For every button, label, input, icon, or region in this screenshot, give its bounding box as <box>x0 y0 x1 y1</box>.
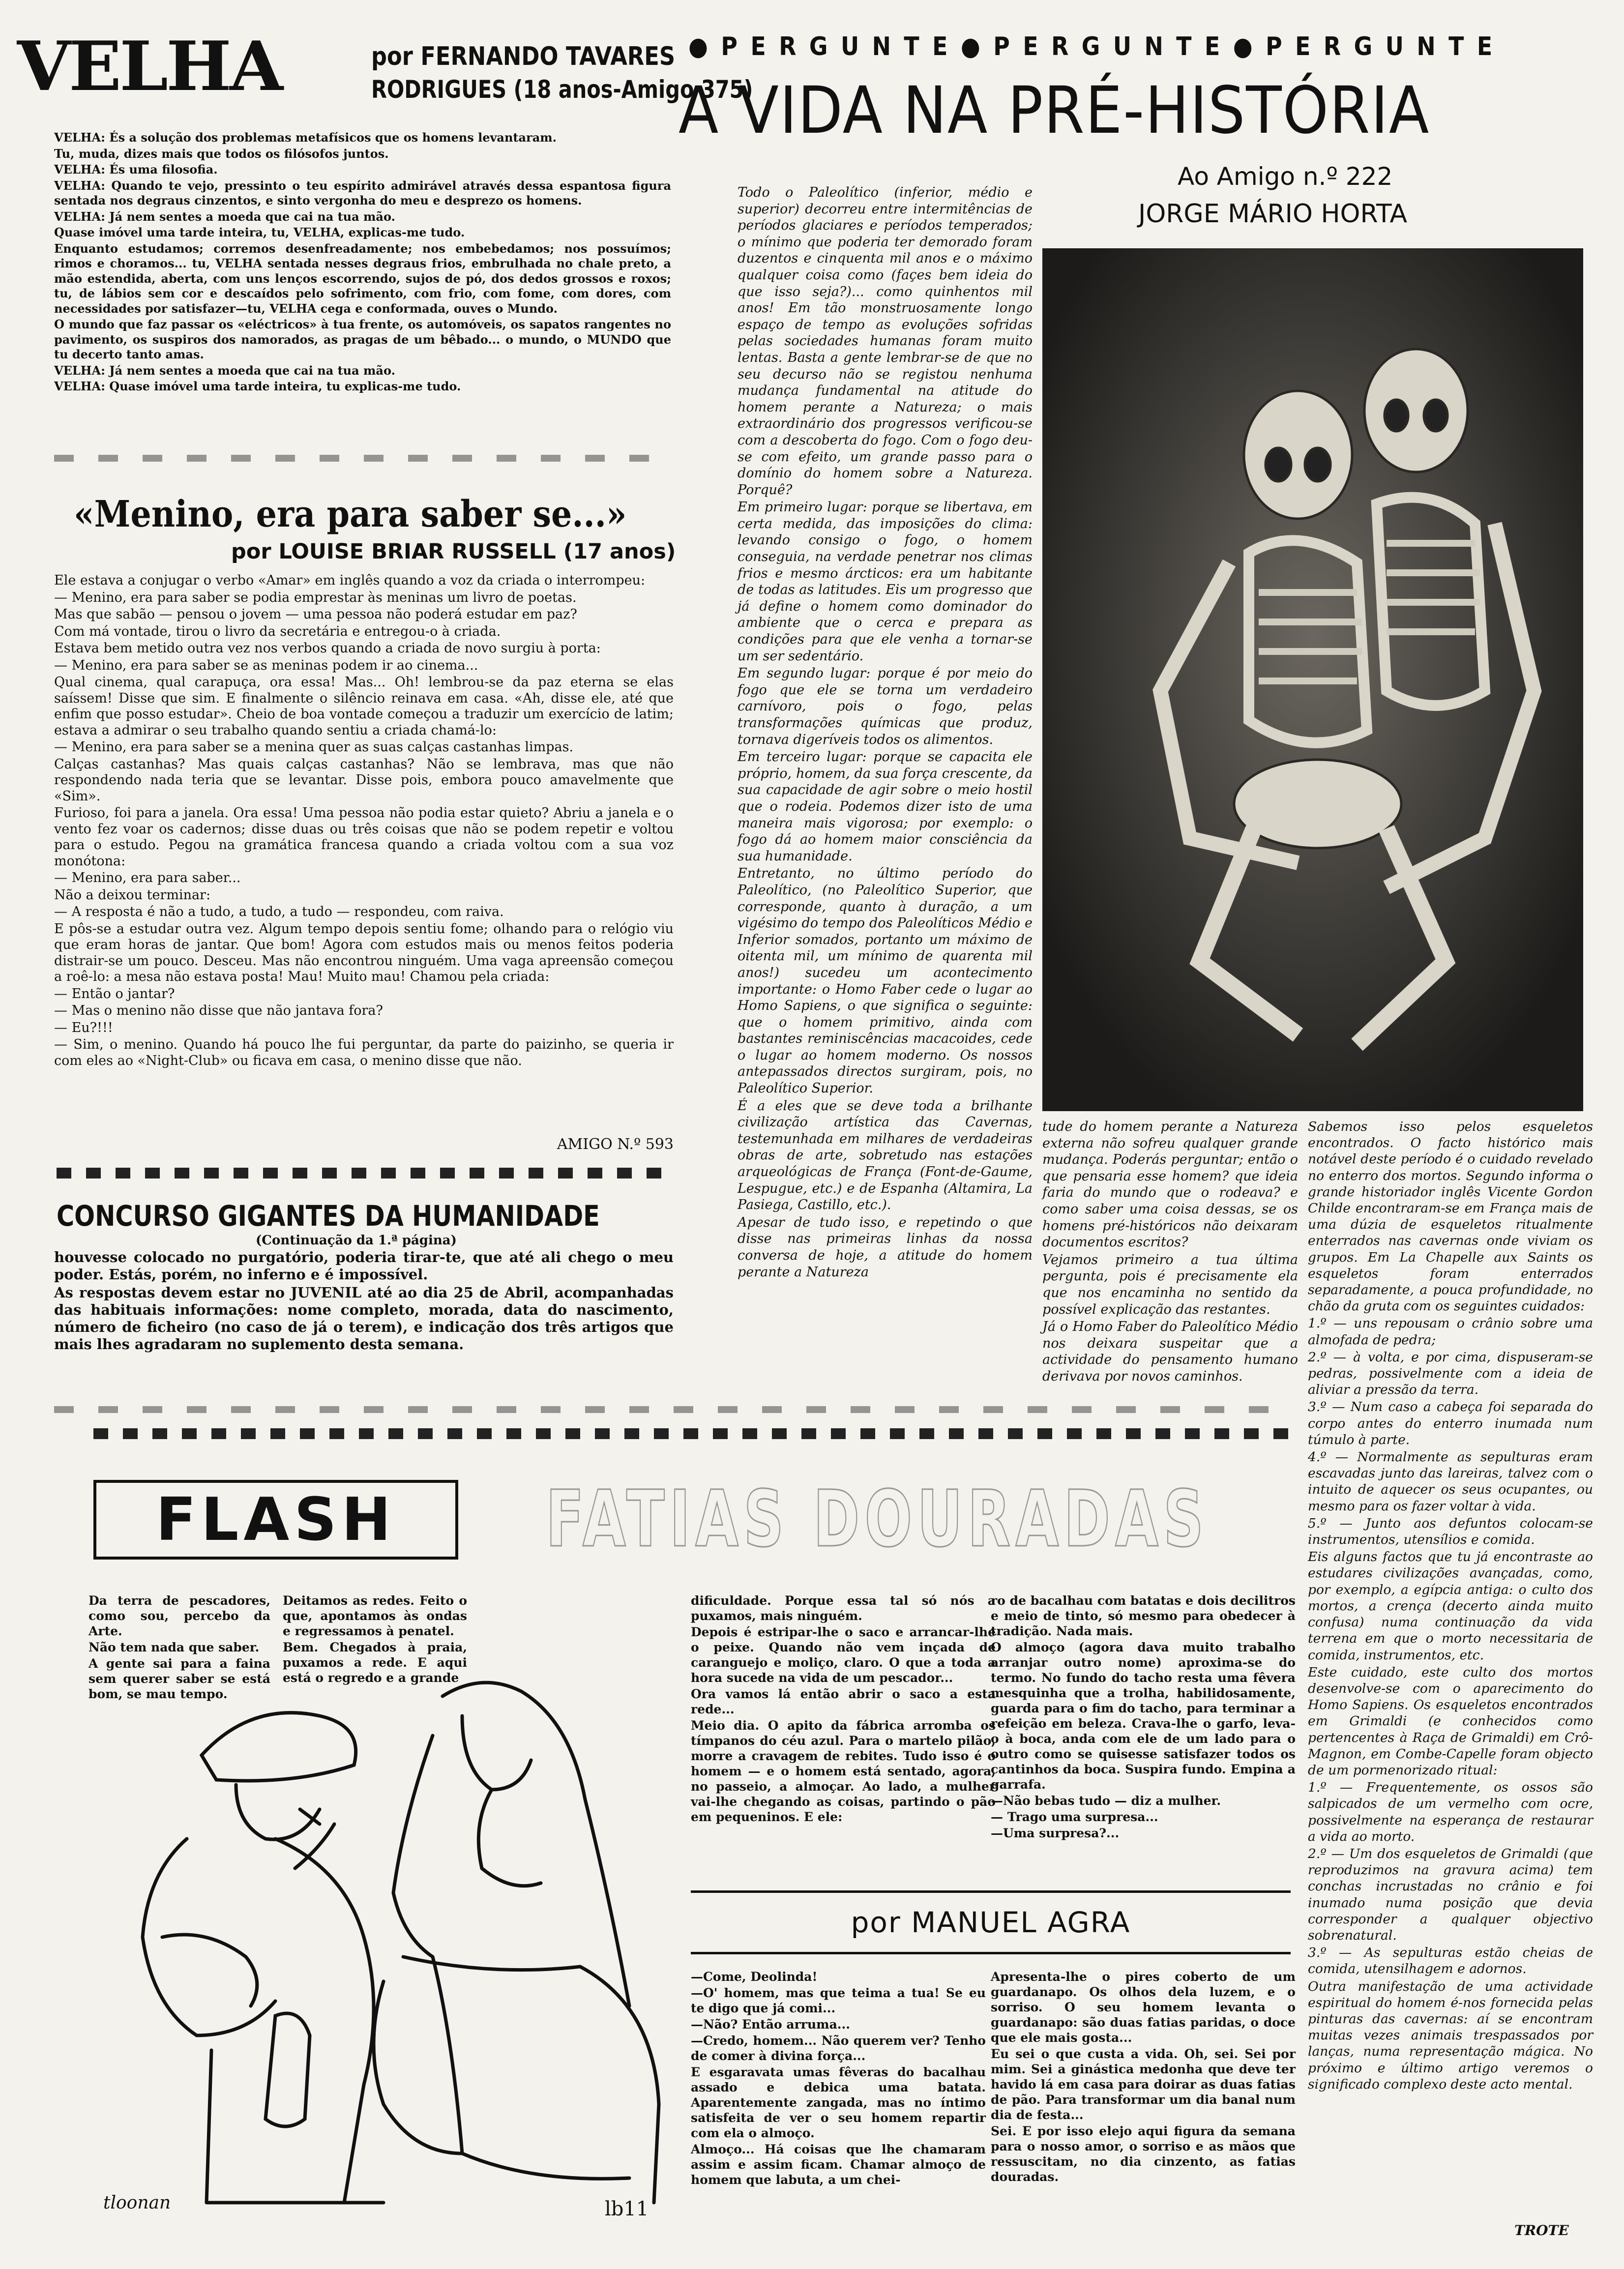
paragraph: 2.º — à volta, e por cima, dispuseram-se pedras, possivelmente com a ideia de aliviar a pressão da terra. <box>1308 1349 1593 1398</box>
flash-column-6 <box>991 1969 1296 2235</box>
paragraph: Mas que sabão — pensou o jovem — uma pessoa não poderá estudar em paz? <box>54 607 577 622</box>
prehistoria-dedication: Ao Amigo n.º 222 <box>1178 162 1393 191</box>
paragraph: 4.º — Normalmente as sepulturas eram escavadas junto das lareiras, talvez com o intuito de aquecer os seus ocupantes, ou mesmo para os fazer voltar à vida. <box>1308 1449 1593 1514</box>
paragraph: Já o Homo Faber do Paleolítico Médio nos deixara suspeitar que a actividade do pensamento humano derivava por novos caminhos. <box>1042 1319 1298 1384</box>
divider <box>93 1428 1293 1439</box>
paragraph: VELHA: Já nem sentes a moeda que cai na tua mão. <box>54 363 395 378</box>
paragraph: dificuldade. Porque essa tal só nós a puxamos, mais ninguém. <box>691 1593 996 1623</box>
paragraph: — Então o jantar? <box>54 986 175 1002</box>
paragraph: Qual cinema, qual carapuça, ora essa! Mas... Oh! lembrou-se da paz eterna se elas saíssem! Disse que sim. E finalmente o silêncio reinava em casa. «Ah, disse ele, até que enfim que posso estudar». Cheio de boa vontade começou a traduzir um exercício de latim; estava a admirar o seu trabalho quando sentiu a criada chamá-lo: <box>54 675 674 738</box>
paragraph: — Menino, era para saber se podia emprestar às meninas um livro de poetas. <box>54 589 577 605</box>
paragraph: 2.º — Um dos esqueletos de Grimaldi (que reproduzimos na gravura acima) tem conchas incrustadas no crânio e foi inumado numa posição que devia corresponder a qualquer objectivo sobrenatural. <box>1308 1846 1593 1943</box>
paragraph: Deitamos as redes. Feito o que, apontamos às ondas e regressamos à penatel. <box>283 1593 467 1638</box>
paragraph: 1.º — Frequentemente, os ossos são salpicados de um vermelho com ocre, possivelmente na esperança de restaurar a vida ao morto. <box>1308 1780 1593 1844</box>
paragraph: —Não bebas tudo — diz a mulher. <box>991 1794 1221 1808</box>
paragraph: Em terceiro lugar: porque se capacita ele próprio, homem, da sua força crescente, da sua capacidade de agir sobre o meio hostil que o rodeia. Podemos dizer isto de uma maneira mais vigorosa; por exemplo: o fogo dá ao homem maior consciência da sua humanidade. <box>738 749 1033 864</box>
paragraph: —Credo, homem... Não querem ver? Tenho de comer à divina força... <box>691 2033 986 2063</box>
flash-byline-box: por MANUEL AGRA <box>691 1890 1291 1954</box>
paragraph: Apresenta-lhe o pires coberto de um guardanapo. Os olhos dela luzem, e o sorriso. O seu homem levanta o guardanapo: são duas fatias paridas, o doce que ele mais gosta... <box>991 1970 1296 2045</box>
paragraph: —Uma surpresa?... <box>991 1826 1120 1840</box>
paragraph: Não tem nada que saber. <box>89 1640 260 1654</box>
paragraph: Em segundo lugar: porque é por meio do fogo que ele se torna um verdadeiro carnívoro, pois o fogo, pelas transformações químicas que produz, tornava digeríveis todos os alimentos. <box>738 666 1033 747</box>
paragraph: E esgaravata umas fêveras do bacalhau assado e debica uma batata. Aparentemente zangada, mas no íntimo satisfeita de ver o seu homem repartir com ela o almoço. <box>691 2065 986 2140</box>
paragraph: tude do homem perante a Natureza externa não sofreu qualquer grande mudança. Poderás perguntar; então o que pensaria esse homem? que ideia faria do mundo que o rodeava? e como saber uma coisa dessas, se os homens pré-históricos não deixaram documentos escritos? <box>1042 1119 1298 1250</box>
paragraph: VELHA: És uma filosofia. <box>54 162 218 177</box>
flash-column-3 <box>691 1593 996 1868</box>
paragraph: Entretanto, no último período do Paleolítico, (no Paleolítico Superior, que corresponde, quanto à duração, a um vigésimo do tempo dos Paleolíticos Médio e Inferior somados, portanto um máximo de oitenta mil, um mínimo de quarenta mil anos!) sucedeu um acontecimento importante: o Homo Faber cede o lugar ao Homo Sapiens, o que significa o seguinte: que o homem primitivo, ainda com bastantes reminiscências macacoides, cede o lugar ao homem moderno. Os nossos antepassados directos surgiram, pois, no Paleolítico Superior. <box>738 866 1033 1096</box>
paragraph: A gente sai para a faina sem querer saber se está bom, se mau tempo. <box>89 1656 270 1701</box>
paragraph: Este cuidado, este culto dos mortos desenvolve-se com o aparecimento do Homo Sapiens. Os esqueletos encontrados em Grimaldi (e conhecidos como pertencentes à Raça de Grimaldi) em Crô-Magnon, em Combe-Capelle foram objecto de um pormenorizado ritual: <box>1308 1664 1593 1778</box>
paragraph: VELHA: Quase imóvel uma tarde inteira, tu explicas-me tudo. <box>54 379 461 393</box>
paragraph: Sei. E por isso elejo aqui figura da semana para o nosso amor, o sorriso e as mãos que ressuscitam, no dia cinzento, as fatias douradas. <box>991 2124 1296 2184</box>
paragraph: — A resposta é não a tudo, a tudo, a tudo — respondeu, com raiva. <box>54 904 504 919</box>
paragraph: — Menino, era para saber se as meninas podem ir ao cinema... <box>54 657 478 673</box>
pergunte-kicker: ● P E R G U N T E ● P E R G U N T E ● P E R G U N T E <box>688 32 1495 61</box>
paragraph: Calças castanhas? Mas quais calças castanhas? Não se lembrava, mas que não respondendo nada teria que se levantar. Disse pois, embora pouco amavelmente que «Sim». <box>54 756 674 804</box>
concurso-subtitle: (Continuação da 1.ª página) <box>256 1233 457 1248</box>
paragraph: 5.º — Junto aos defuntos colocam-se instrumentos, utensílios e comida. <box>1308 1515 1593 1548</box>
paragraph: —Não? Então arruma... <box>691 2017 850 2032</box>
flash-title: FATIAS DOURADAS <box>546 1474 1209 1564</box>
paragraph: — Mas o menino não disse que não jantava fora? <box>54 1003 383 1018</box>
concurso-title: CONCURSO GIGANTES DA HUMANIDADE <box>57 1199 600 1233</box>
prehistoria-column-3 <box>1308 1119 1593 2215</box>
flash-column-5 <box>691 1969 986 2235</box>
paragraph: Ele estava a conjugar o verbo «Amar» em inglês quando a voz da criada o interrompeu: <box>54 573 646 588</box>
paragraph: —O' homem, mas que teima a tua! Se eu te digo que já comi... <box>691 1986 986 2015</box>
paragraph: Bem. Chegados à praia, puxamos a rede. E aqui está o regredo e a grande <box>283 1640 467 1685</box>
prehistoria-title: A VIDA NA PRÉ-HISTÓRIA <box>679 73 1430 148</box>
paragraph: — Sim, o menino. Quando há pouco lhe fui perguntar, da parte do paizinho, se queria ir com eles ao «Night-Club» ou ficava em casa, o menino disse que não. <box>54 1037 674 1068</box>
menino-byline: por LOUISE BRIAR RUSSELL (17 anos) <box>231 539 676 564</box>
artist-signature-right: lb11 <box>605 2198 649 2220</box>
paragraph: 1.º — uns repousam o crânio sobre uma almofada de pedra; <box>1308 1316 1593 1348</box>
paragraph: VELHA: És a solução dos problemas metafísicos que os homens levantaram. <box>54 130 557 145</box>
velha-article <box>54 130 671 442</box>
divider <box>54 1406 1293 1413</box>
velha-title: VELHA <box>17 26 281 106</box>
paragraph: O almoço (agora dava muito trabalho arranjar outro nome) aproxima-se do termo. No fundo do tacho resta uma fêvera mesquinha que a trolha, habilidosamente, guarda para o fim do tacho, para terminar a refeição em beleza. Crava-lhe o garfo, leva-o à boca, anda com ele de um lado para o outro como se quisesse satisfazer todos os cantinhos da boca. Suspira fundo. Empina a garrafa. <box>991 1640 1296 1792</box>
paragraph: Eu sei o que custa a vida. Oh, sei. Sei por mim. Sei a ginástica medonha que deve ter havido lá em casa para doirar as duas fatias de pão. Para transformar um dia banal num dia de festa... <box>991 2047 1296 2122</box>
paragraph: Vejamos primeiro a tua última pergunta, pois é precisamente ela que nos encaminha no sentido da possível explicação das restantes. <box>1042 1252 1298 1317</box>
velha-byline: por FERNANDO TAVARES RODRIGUES (18 anos-Amigo 375) <box>371 42 753 104</box>
paragraph: O mundo que faz passar os «eléctricos» à tua frente, os automóveis, os sapatos rangentes no pavimento, os suspiros dos namorados, as pragas de um bêbado... o mundo, o MUNDO que tu decerto tanto amas. <box>54 317 671 361</box>
artist-signature-left: tloonan <box>103 2193 171 2213</box>
paragraph: ro de bacalhau com batatas e dois decilitros e meio de tinto, só mesmo para obedecer à tradição. Nada mais. <box>991 1593 1296 1638</box>
paragraph: Furioso, foi para a janela. Ora essa! Uma pessoa não podia estar quieto? Abriu a janela e o vento fez voar os cadernos; disse duas ou três coisas que não se podem repetir e voltou para o estudo. Pegou na gramática francesa quando a criada voltou com a sua voz monótona: <box>54 805 674 869</box>
paragraph: Não a deixou terminar: <box>54 887 211 903</box>
paragraph: — Trago uma surpresa... <box>991 1810 1158 1824</box>
paragraph: 3.º — As sepulturas estão cheias de comida, utensilhagem e adornos. <box>1308 1945 1593 1977</box>
paragraph: Da terra de pescadores, como sou, percebo da Arte. <box>89 1593 270 1638</box>
flash-label: FLASH <box>93 1480 458 1560</box>
paragraph: Todo o Paleolítico (inferior, médio e superior) decorreu entre intermitências de períodos glaciares e períodos temperados; o mínimo que poderia ter demorado foram duzentos e cinquenta mil anos e o máximo qualquer coisa como (façes bem ideia do que isso seja?)... como quinhentos mil anos! Em tão monstruosamente longo espaço de tempo as evoluções sofridas pelas sociedades humanas foram muito lentas. Basta a gente lembrar-se de que no seu decurso não se registou nenhuma mudança fundamental na atitude do homem perante a Natureza; o mais extraordinário dos progressos verificou-se com a descoberta do fogo. Com o fogo deu-se com efeito, um grande passo para o domínio do homem sobre a Natureza. Porquê? <box>738 185 1033 498</box>
prehistoria-column-2 <box>1042 1119 1298 1384</box>
fisherman-illustration <box>89 1662 683 2237</box>
paragraph: Quase imóvel uma tarde inteira, tu, VELHA, explicas-me tudo. <box>54 225 465 239</box>
prehistoria-author: JORGE MÁRIO HORTA <box>1138 199 1408 229</box>
paragraph: VELHA: Quando te vejo, pressinto o teu espírito admirável através dessa espantosa figura sentada nos degraus cinzentos, e sinto vergonha do meu e desprezo os homens. <box>54 178 671 207</box>
paragraph: — Menino, era para saber se a menina quer as suas calças castanhas limpas. <box>54 739 574 755</box>
paragraph: —Come, Deolinda! <box>691 1970 818 1984</box>
prehistoria-signature: TROTE <box>1514 2222 1569 2239</box>
paragraph: Meio dia. O apito da fábrica arromba os tímpanos do céu azul. Para o martelo pilão, morre a cravagem de rebites. Tudo isso é o homem — e o homem está sentado, agora, no passeio, a almoçar. Ao lado, a mulher vai-lhe chegando as coisas, partindo o pão em pequeninos. E ele: <box>691 1718 996 1824</box>
paragraph: Eis alguns factos que tu já encontraste ao estudares civilizações avançadas, como, por exemplo, a egípcia antiga: o culto dos mortos, a crença (decerto ainda muito confusa) numa continuação da vida terrena em que o morto necessitaria de comida, instrumentos, etc. <box>1308 1549 1593 1663</box>
paragraph: 3.º — Num caso a cabeça foi separada do corpo antes do enterro inumada num túmulo à parte. <box>1308 1399 1593 1447</box>
paragraph: Estava bem metido outra vez nos verbos quando a criada de novo surgiu à porta: <box>54 641 601 656</box>
paragraph: houvesse colocado no purgatório, poderia tirar-te, que até ali chego o meu poder. Estás, porém, no inferno e é impossível. <box>54 1249 674 1283</box>
prehistoria-column-1 <box>738 184 1033 1377</box>
paragraph: Outra manifestação de uma actividade espiritual do homem é-nos fornecida pelas pinturas das cavernas: aí se encontram muitas vezes animais trespassados por lanças, numa representação mágica. No próximo e último artigo veremos o significado complexo deste acto mental. <box>1308 1978 1593 2092</box>
divider <box>57 1168 671 1179</box>
paragraph: As respostas devem estar no JUVENIL até ao dia 25 de Abril, acompanhadas das habituais informações: nome completo, morada, data do nascimento, número de ficheiro (no caso de já o terem), e indicação dos três artigos que mais lhes agradaram no suplemento desta semana. <box>54 1284 674 1353</box>
paragraph: Depois é estripar-lhe o saco e arrancar-lhe o peixe. Quando não vem inçada de caranguejo e moliço, claro. O que a toda a hora sucede na vida de um pescador... <box>691 1625 996 1685</box>
paragraph: Com má vontade, tirou o livro da secretária e entregou-o à criada. <box>54 623 501 639</box>
paragraph: Sabemos isso pelos esqueletos encontrados. O facto histórico mais notável deste período é o cuidado revelado no enterro dos mortos. Segundo informa o grande historiador inglês Vicente Gordon Childe encontraram-se em França mais de uma dúzia de esqueletos ritualmente enterrados nas cavernas onde viviam os grupos. Em La Chapelle aux Saints os esqueletos foram enterrados separadamente, a pouca profundidade, no chão da gruta com os seguintes cuidados: <box>1308 1119 1593 1314</box>
paragraph: Ora vamos lá então abrir o saco a esta rede... <box>691 1687 996 1716</box>
paragraph: Tu, muda, dizes mais que todos os filósofos juntos. <box>54 146 389 161</box>
concurso-article <box>54 1249 674 1416</box>
paragraph: Enquanto estudamos; corremos desenfreadamente; nos embebedamos; nos possuímos; rimos e choramos... tu, VELHA sentada nesses degraus frios, embrulhada no chale preto, a mão estendida, aberta, com uns lenços escorrendo, sujos de pó, dos dedos grossos e roxos; tu, de lábios sem cor e descaídos pelo sofrimento, com frio, com fome, com dores, com necessidades por satisfazer—tu, VELHA cega e conformada, ouves o Mundo. <box>54 241 671 316</box>
paragraph: Em primeiro lugar: porque se libertava, em certa medida, das imposições do clima: levando consigo o fogo, o homem conseguia, na verdade penetrar nos climas frios e mesmo árcticos: era um habitante de todas as latitudes. Eis um progresso que já define o homem como dominador do ambiente que o cerca e prepara as condições para que ele venha a tornar-se um ser sedentário. <box>738 500 1033 664</box>
divider <box>54 455 669 462</box>
paragraph: — Menino, era para saber... <box>54 870 241 885</box>
paragraph: E pôs-se a estudar outra vez. Algum tempo depois sentiu fome; olhando para o relógio viu que eram horas de jantar. Que bom! Agora com estudos mais ou menos feitos poderia distrair-se um pouco. Desceu. Mas não encontrou ninguém. Uma vaga apreensão começou a roê-lo: a mesa não estava posta! Mau! Muito mau! Chamou pela criada: <box>54 921 674 984</box>
paragraph: VELHA: Já nem sentes a moeda que cai na tua mão. <box>54 209 395 224</box>
menino-title: «Menino, era para saber se...» <box>74 493 627 535</box>
paragraph: É a eles que se deve toda a brilhante civilização artística das Cavernas, testemunhada em milhares de verdadeiras obras de arte, sobretudo nas estações arqueológicas de França (Font-de-Gaume, Lespugue, etc.) e de Espanha (Altamira, La Pasiega, Castillo, etc.). <box>738 1098 1033 1213</box>
paragraph: Apesar de tudo isso, e repetindo o que disse nas primeiras linhas da nossa conversa de hoje, a atitude do homem perante a Natureza <box>738 1214 1033 1280</box>
skeletons-photo <box>1042 248 1583 1111</box>
paragraph: — Eu?!!! <box>54 1020 113 1035</box>
menino-signature: AMIGO N.º 593 <box>557 1136 674 1153</box>
flash-column-4 <box>991 1593 1296 1893</box>
paragraph: Almoço... Há coisas que lhe chamaram assim e assim ficam. Chamar almoço de homem que labuta, a um chei- <box>691 2142 986 2187</box>
menino-article <box>54 573 674 1178</box>
